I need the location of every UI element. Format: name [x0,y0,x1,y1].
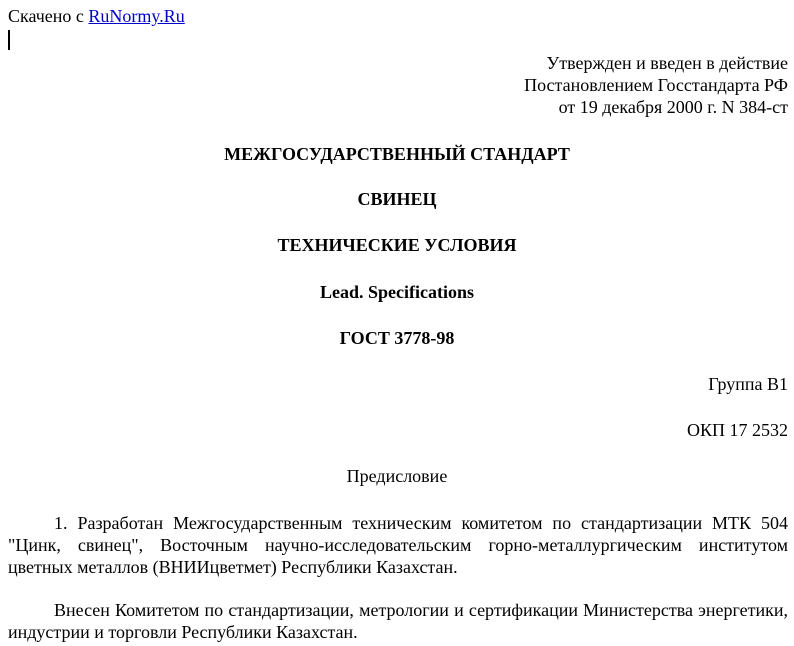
group-label: Группа В1 [708,374,788,394]
approval-line-1: Утвержден и введен в действие [546,53,788,73]
source-line [8,6,185,26]
approval-line-2: Постановлением Госстандарта РФ [524,75,788,95]
preface-paragraph-2: Внесен Комитетом по стандартизации, метрологии и сертификации Министерства энергетики, индустрии и торговли Республики Казахстан. [8,600,788,642]
preface-paragraph-1: 1. Разработан Межгосударственным техническим комитетом по стандартизации МТК 504 "Цинк, свинец", Восточным научно-исследовательским горно-металлургическим институтом цветных металлов (ВНИИцветмет) Республики Казахстан. [8,513,788,577]
okp-label: ОКП 17 2532 [686,420,788,440]
standard-type-heading: МЕЖГОСУДАРСТВЕННЫЙ СТАНДАРТ [224,144,570,164]
approval-block [524,52,788,118]
standard-code-heading: ГОСТ 3778-98 [339,328,455,348]
standard-name-heading: СВИНЕЦ [357,189,437,209]
standard-subtitle-heading: ТЕХНИЧЕСКИЕ УСЛОВИЯ [277,235,517,255]
approval-line-3: от 19 декабря 2000 г. N 384-ст [558,97,788,117]
downloaded-prefix: Скачено с [8,6,84,26]
preface-heading: Предисловие [346,466,448,486]
english-title-heading: Lead. Specifications [319,282,474,302]
source-link[interactable]: RuNormy.Ru [88,6,185,26]
text-cursor [8,30,10,50]
